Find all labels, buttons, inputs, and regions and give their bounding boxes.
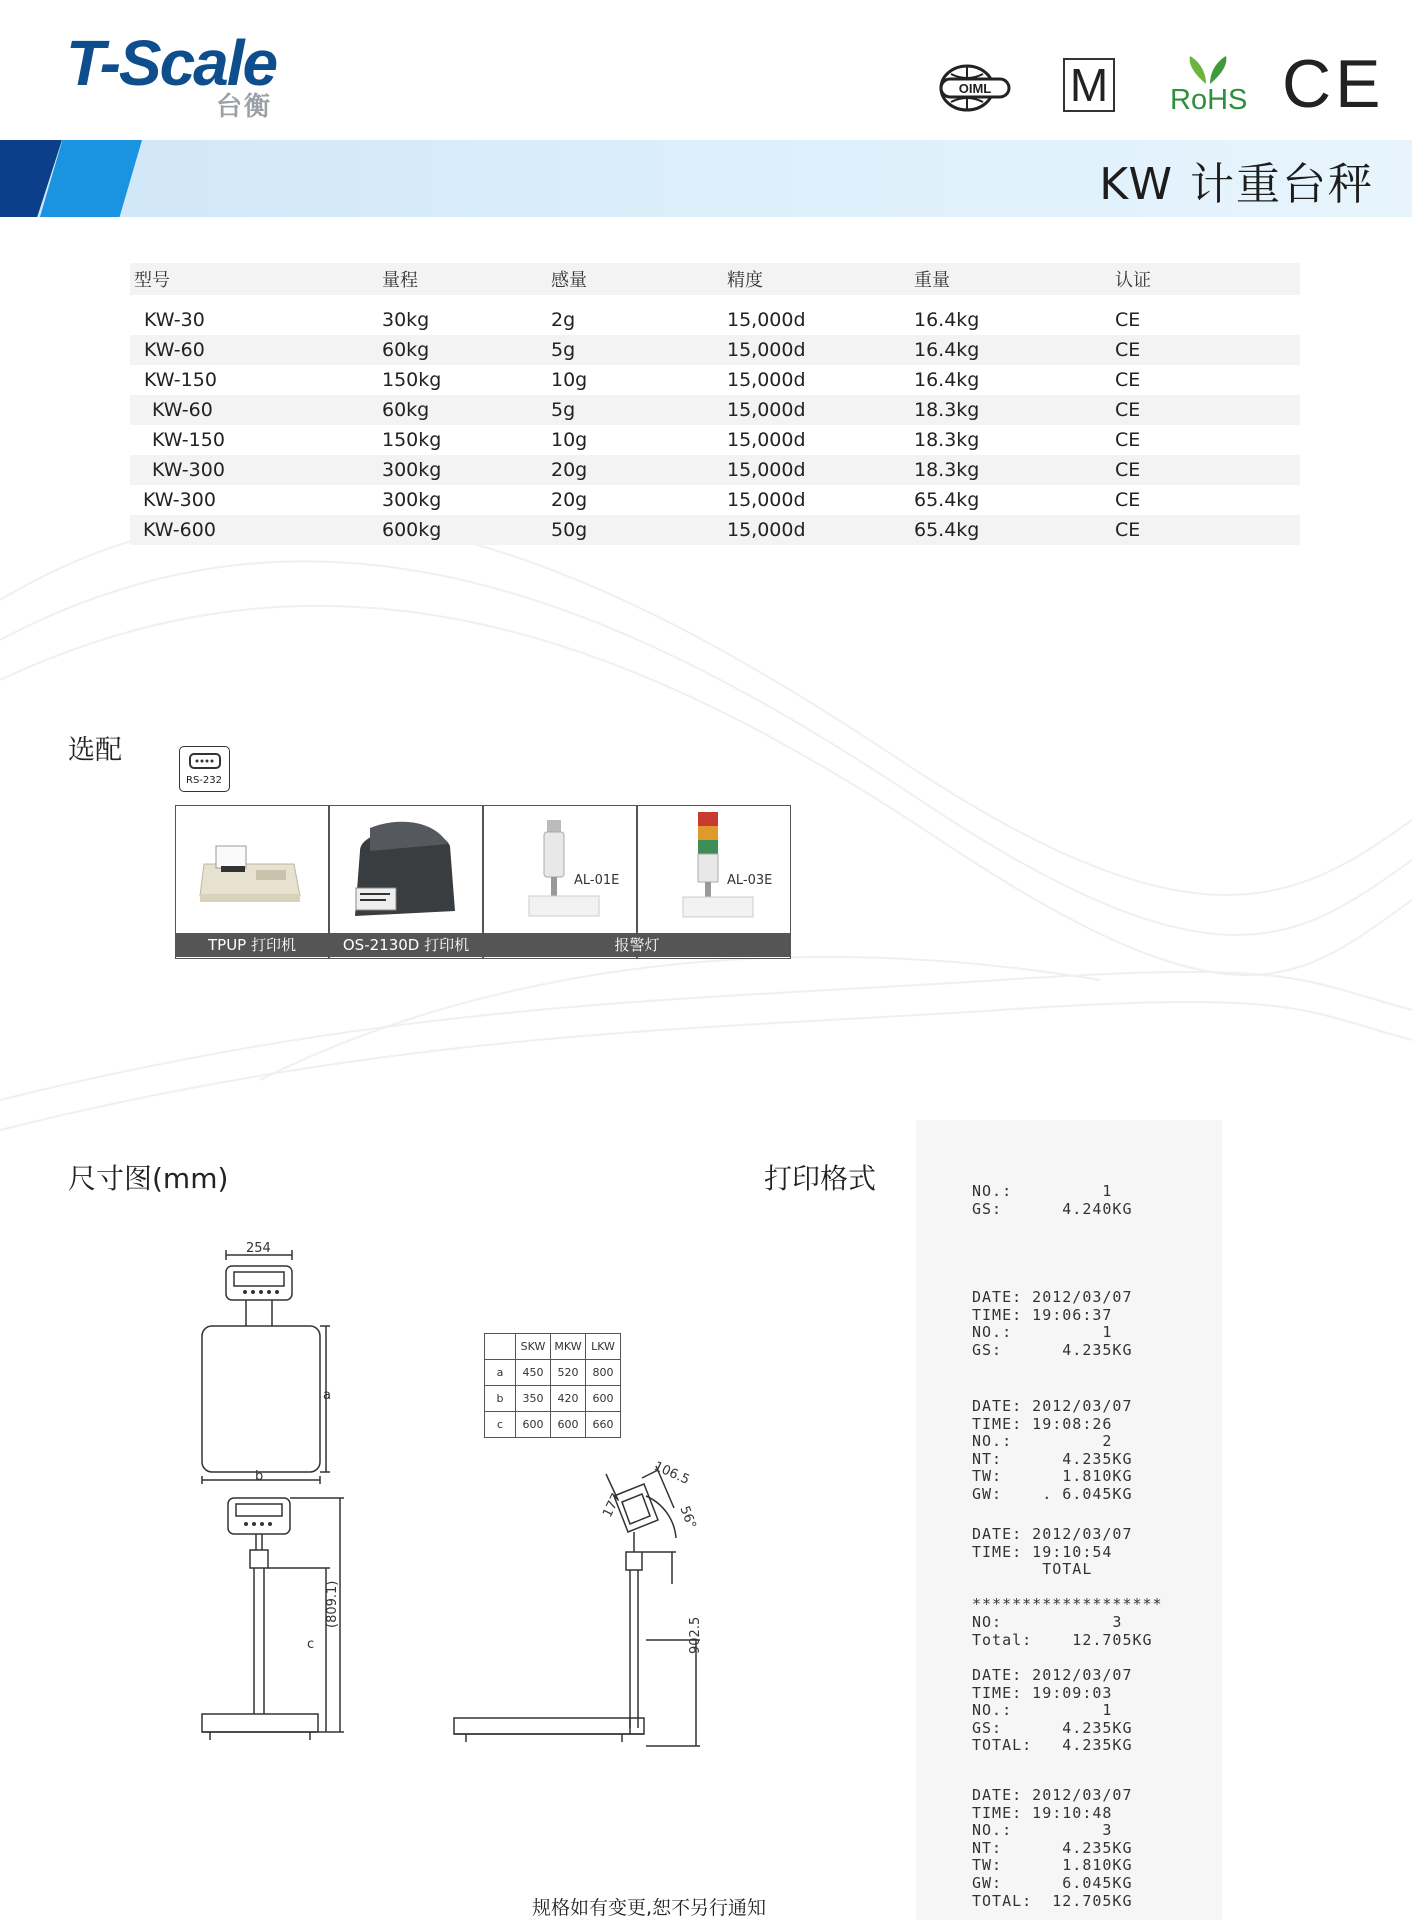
cell-certification: CE (1115, 369, 1141, 391)
table-row (485, 1360, 621, 1386)
header-capacity: 量程 (382, 270, 418, 291)
cell-model: KW-150 (144, 369, 217, 391)
cell-accuracy: 15,000d (727, 309, 806, 331)
tpup-printer-caption: TPUP 打印机 (175, 933, 329, 957)
table-row (130, 335, 1300, 365)
cell-model: KW-300 (143, 489, 216, 511)
dim-cell: 600 (516, 1412, 551, 1438)
cell-certification: CE (1115, 399, 1141, 421)
dim-cell: 660 (586, 1412, 621, 1438)
dim-label-c: c (307, 1637, 315, 1652)
dim-row-label: a (485, 1360, 516, 1386)
receipt-block: DATE: 2012/03/07 TIME: 19:10:54 TOTAL ******************* NO: 3 Total: 12.705KG (972, 1525, 1163, 1649)
cell-certification: CE (1115, 519, 1141, 541)
cell-capacity: 600kg (382, 519, 442, 541)
spec-table (130, 263, 1300, 545)
dim-label-b: b (255, 1469, 264, 1484)
header-weight: 重量 (914, 270, 950, 291)
alarm-lamp-al03e-image (638, 806, 790, 931)
cell-model: KW-300 (152, 459, 225, 481)
receipt-block: DATE: 2012/03/07 TIME: 19:09:03 NO.: 1 GS: 4.235KG TOTAL: 4.235KG (972, 1666, 1133, 1755)
dim-table-header: SKW (516, 1334, 551, 1360)
cell-division: 20g (551, 459, 588, 481)
rohs-label: RoHS (1170, 84, 1248, 116)
header-accuracy: 精度 (727, 270, 763, 291)
table-row (130, 365, 1300, 395)
cell-model: KW-30 (144, 309, 205, 331)
cell-accuracy: 15,000d (727, 339, 806, 361)
dim-table-corner (485, 1334, 516, 1360)
cell-certification: CE (1115, 309, 1141, 331)
dim-cell: 800 (586, 1360, 621, 1386)
page-title: KW 计重台秤 (1099, 159, 1374, 210)
receipt-block: NO.: 1 GS: 4.240KG (972, 1182, 1133, 1218)
header-division: 感量 (551, 270, 587, 291)
cell-weight: 65.4kg (914, 489, 980, 511)
alarm-al01e-label: AL-01E (574, 873, 620, 888)
cell-division: 5g (551, 339, 576, 361)
dim-cell: 420 (551, 1386, 586, 1412)
cell-accuracy: 15,000d (727, 519, 806, 541)
dim-row-label: c (485, 1412, 516, 1438)
cell-certification: CE (1115, 429, 1141, 451)
dim-label-106-5: 106.5 (651, 1459, 692, 1488)
cell-capacity: 150kg (382, 429, 442, 451)
cell-division: 10g (551, 429, 588, 451)
oiml-logo-icon (933, 62, 1013, 114)
dim-label-a: a (323, 1388, 331, 1403)
dimension-table (484, 1333, 621, 1438)
cell-accuracy: 15,000d (727, 429, 806, 451)
cell-division: 10g (551, 369, 588, 391)
dim-cell: 520 (551, 1360, 586, 1386)
dim-cell: 600 (551, 1412, 586, 1438)
dim-cell: 450 (516, 1360, 551, 1386)
table-row (130, 515, 1300, 545)
cell-weight: 18.3kg (914, 429, 980, 451)
cell-accuracy: 15,000d (727, 399, 806, 421)
spec-table-header (130, 263, 1300, 295)
dimensions-heading: 尺寸图(mm) (68, 1162, 229, 1195)
cell-capacity: 300kg (382, 459, 442, 481)
dim-label-56-deg: 56° (676, 1504, 699, 1531)
cell-division: 50g (551, 519, 588, 541)
cell-model: KW-600 (143, 519, 216, 541)
side-view-drawing (446, 1456, 716, 1756)
cell-weight: 16.4kg (914, 339, 980, 361)
cell-capacity: 60kg (382, 399, 430, 421)
print-format-heading: 打印格式 (764, 1162, 877, 1195)
table-row (485, 1412, 621, 1438)
cell-model: KW-60 (144, 339, 205, 361)
dim-label-177: 177 (600, 1491, 625, 1520)
receipt-block: DATE: 2012/03/07 TIME: 19:06:37 NO.: 1 GS: 4.235KG (972, 1288, 1133, 1359)
alarm-lamp-al01e-image (484, 806, 636, 931)
cell-accuracy: 15,000d (727, 459, 806, 481)
cell-division: 20g (551, 489, 588, 511)
cell-capacity: 30kg (382, 309, 430, 331)
table-row (130, 425, 1300, 455)
dim-table-header-row (485, 1334, 621, 1360)
cell-division: 5g (551, 399, 576, 421)
cell-capacity: 60kg (382, 339, 430, 361)
cell-division: 2g (551, 309, 576, 331)
options-heading: 选配 (68, 735, 122, 766)
cell-weight: 16.4kg (914, 369, 980, 391)
receipt-block: DATE: 2012/03/07 TIME: 19:08:26 NO.: 2 NT: 4.235KG TW: 1.810KG GW: . 6.045KG (972, 1397, 1133, 1503)
cell-weight: 65.4kg (914, 519, 980, 541)
front-view-drawing (190, 1236, 350, 1756)
table-row (130, 455, 1300, 485)
cell-certification: CE (1115, 339, 1141, 361)
cell-model: KW-60 (152, 399, 213, 421)
alarm-al03e-label: AL-03E (727, 873, 773, 888)
ce-mark: CE (1282, 46, 1385, 122)
alarm-lamp-caption: 报警灯 (483, 933, 791, 957)
cell-weight: 18.3kg (914, 399, 980, 421)
rs232-label: RS-232 (186, 775, 222, 786)
dim-cell: 350 (516, 1386, 551, 1412)
cell-accuracy: 15,000d (727, 489, 806, 511)
cell-accuracy: 15,000d (727, 369, 806, 391)
footer-note: 规格如有变更,恕不另行通知 (532, 1897, 767, 1919)
dim-table-header: MKW (551, 1334, 586, 1360)
table-row (130, 485, 1300, 515)
dim-label-254: 254 (246, 1241, 271, 1256)
cell-certification: CE (1115, 489, 1141, 511)
metrology-m-mark: M (1063, 58, 1115, 112)
cell-capacity: 300kg (382, 489, 442, 511)
dim-table-header: LKW (586, 1334, 621, 1360)
os2130d-printer-image (330, 806, 482, 931)
header-certification: 认证 (1115, 270, 1151, 291)
os2130d-printer-caption: OS-2130D 打印机 (329, 933, 483, 957)
cell-weight: 16.4kg (914, 309, 980, 331)
cell-model: KW-150 (152, 429, 225, 451)
svg-text:OIML: OIML (958, 81, 992, 96)
dim-label-809: (809.1) (325, 1580, 340, 1628)
table-row (130, 305, 1300, 335)
cell-weight: 18.3kg (914, 459, 980, 481)
receipt-block: DATE: 2012/03/07 TIME: 19:10:48 NO.: 3 NT: 4.235KG TW: 1.810KG GW: 6.045KG TOTAL: 12.705KG (972, 1786, 1133, 1910)
brand-logo: T-Scale (66, 27, 277, 99)
dim-label-902-5: 902.5 (688, 1616, 703, 1654)
table-row (485, 1386, 621, 1412)
dim-row-label: b (485, 1386, 516, 1412)
tpup-printer-image (176, 806, 328, 931)
cell-certification: CE (1115, 459, 1141, 481)
brand-logo-subtitle: 台衡 (216, 92, 273, 122)
dim-cell: 600 (586, 1386, 621, 1412)
header-model: 型号 (134, 270, 170, 291)
table-row (130, 395, 1300, 425)
cell-capacity: 150kg (382, 369, 442, 391)
